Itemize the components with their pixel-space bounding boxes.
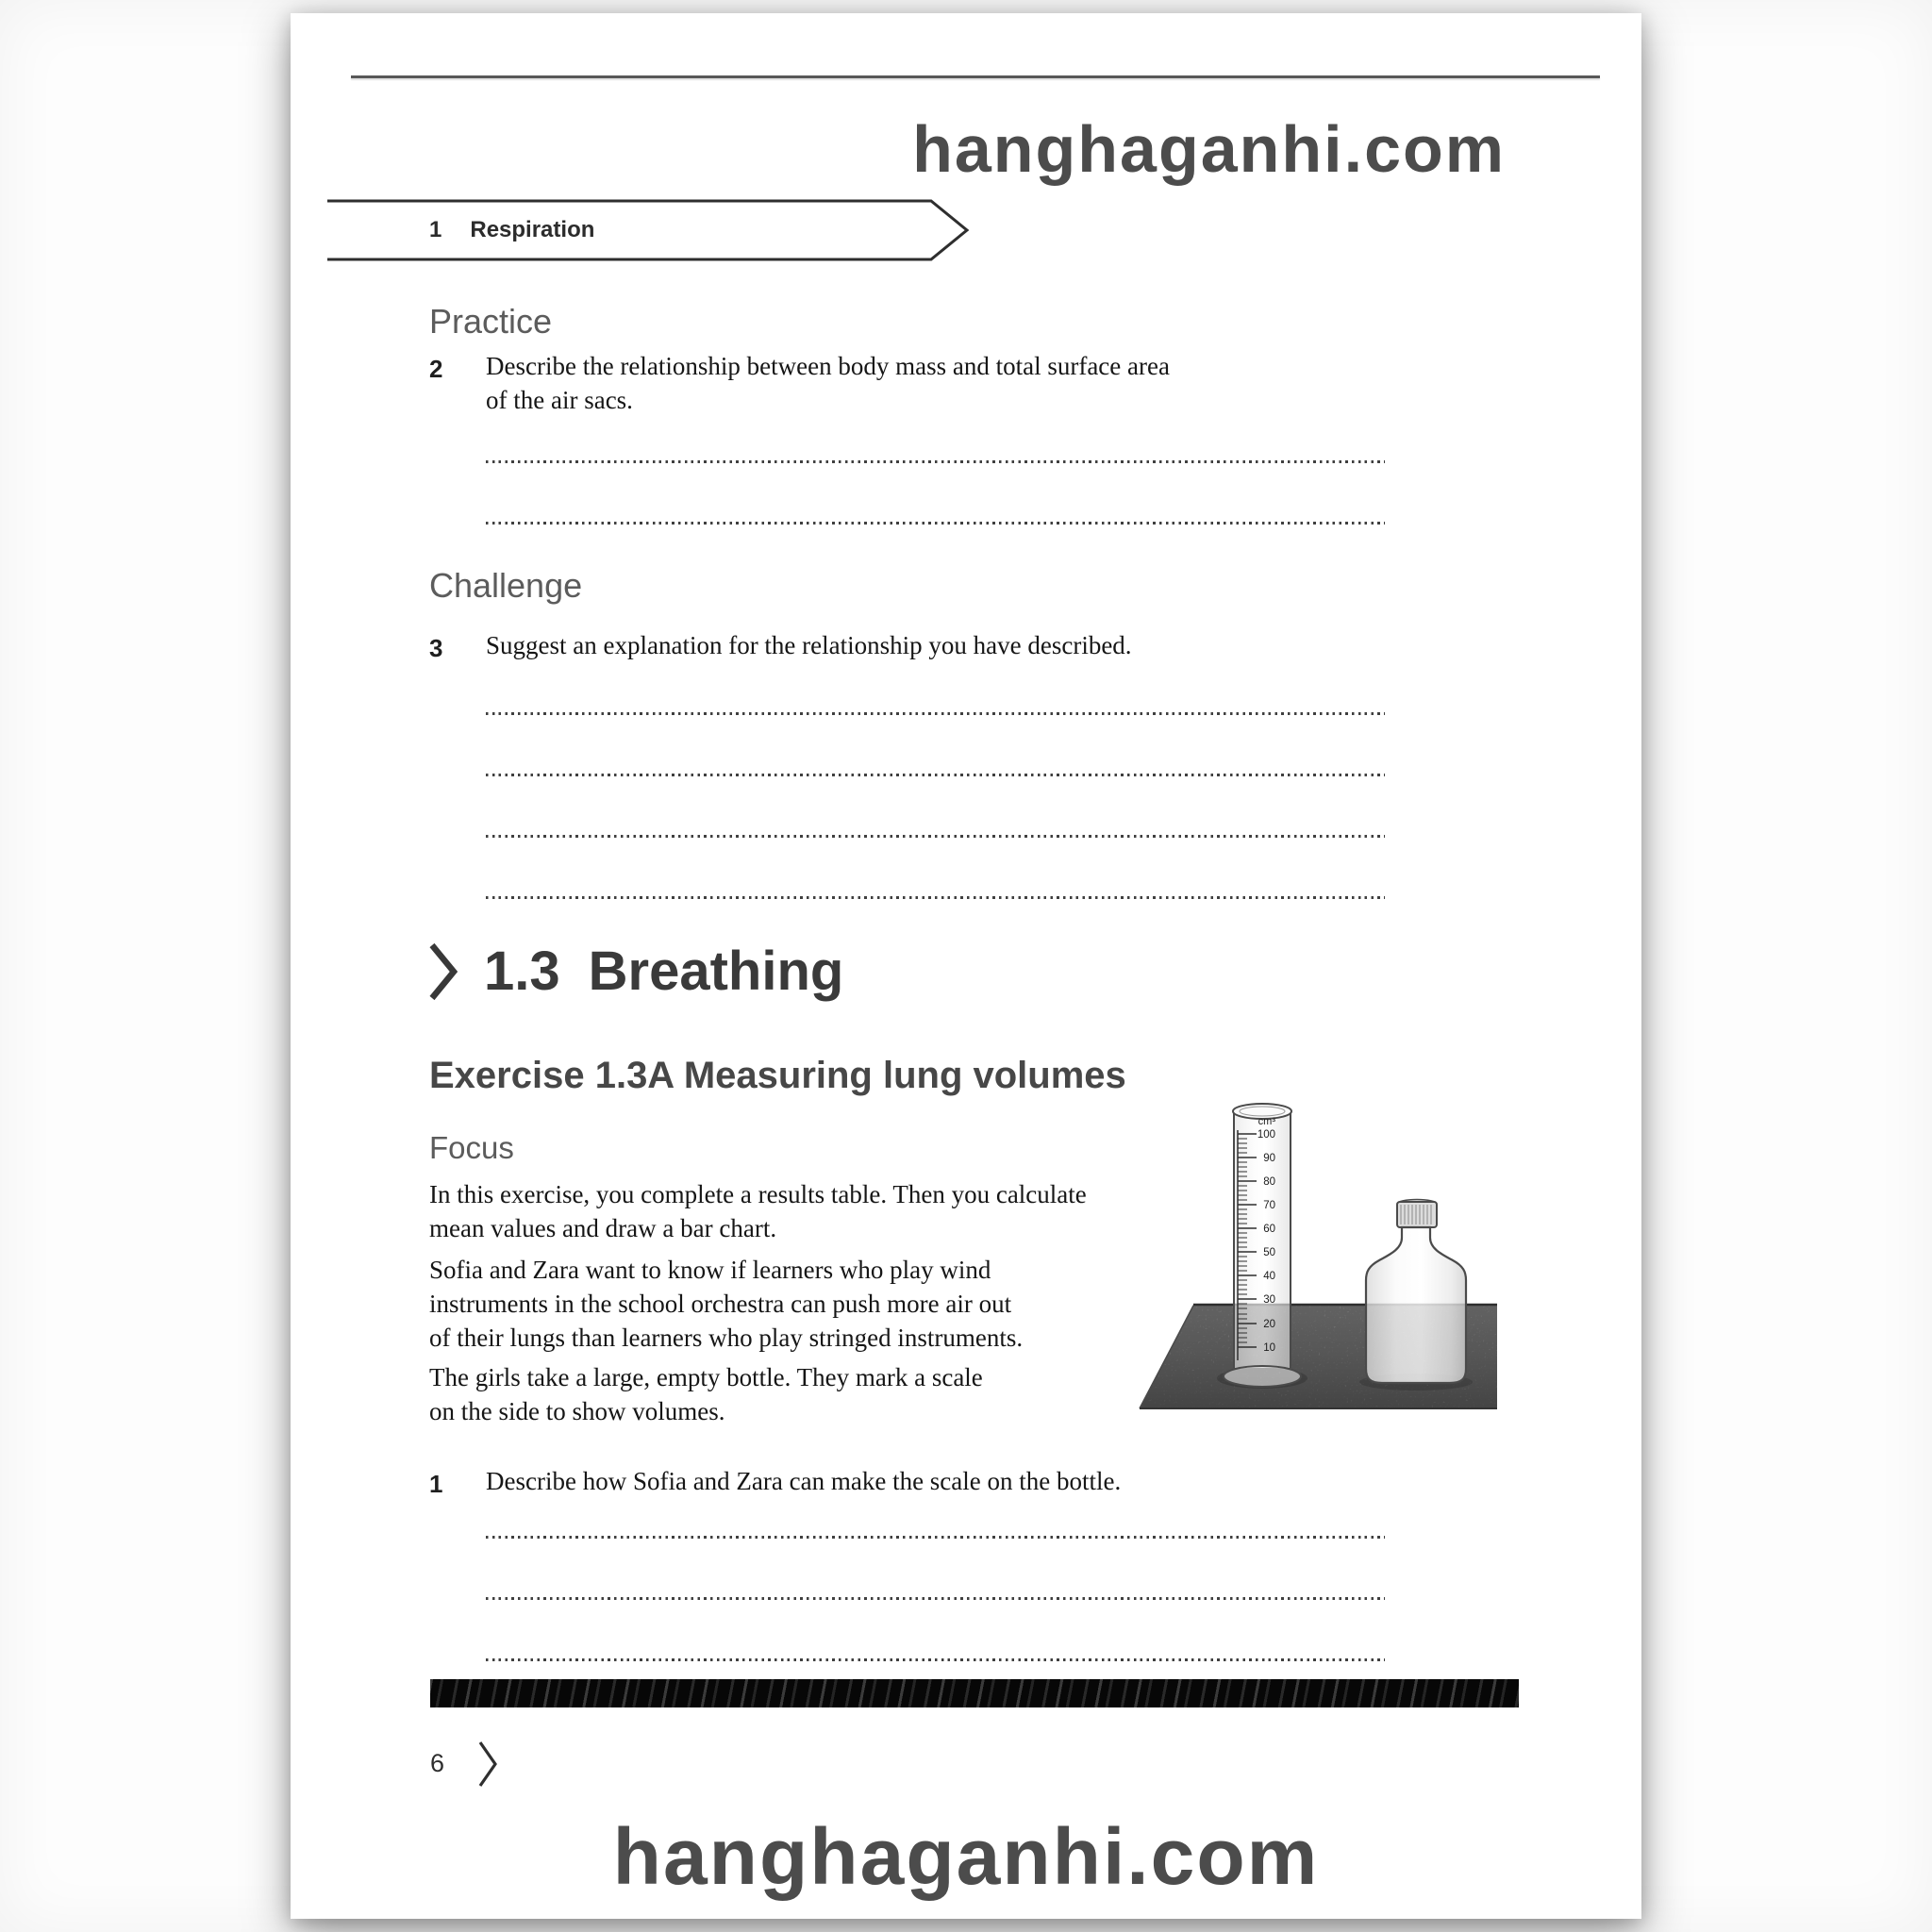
cylinder-scale-label: 100 [1257,1129,1275,1141]
watermark-bottom: hanghaganhi.com [612,1812,1320,1901]
paragraph-line: The girls take a large, empty bottle. They mark a scale [429,1363,983,1391]
question-2 [429,349,1170,417]
answer-line [486,774,1385,776]
answer-line [486,1536,1385,1539]
chapter-title: Respiration [470,217,595,242]
workbook-page [291,13,1641,1919]
section-heading-1-3 [429,940,843,1003]
question-text-line: of the air sacs. [486,386,633,414]
paragraph-line: Sofia and Zara want to know if learners who play wind [429,1256,991,1284]
cylinder-scale-label: 20 [1263,1319,1275,1330]
answer-line [486,1658,1385,1661]
answer-line [486,712,1385,715]
exercise-heading: Exercise 1.3A Measuring lung volumes [429,1055,1126,1096]
figure-cylinder-bottle [1132,1094,1509,1420]
page-number-chevron-icon [477,1740,500,1789]
intro-paragraph [429,1177,1087,1245]
question-number: 1 [429,1470,443,1498]
answer-line [486,522,1385,525]
question-text-line: Describe the relationship between body mass and total surface area [486,352,1170,380]
cylinder-scale-label: 40 [1263,1271,1275,1282]
answer-line [486,896,1385,899]
cylinder-scale-label: 30 [1263,1294,1275,1306]
section-title: Breathing [588,941,844,1002]
question-number: 2 [429,355,443,383]
bottle [1366,1200,1466,1384]
paragraph-line: mean values and draw a bar chart. [429,1214,777,1242]
answer-line [486,835,1385,838]
paragraph-line: In this exercise, you complete a results table. Then you calculate [429,1180,1087,1208]
paragraph-line: on the side to show volumes. [429,1397,725,1425]
bottle-body [1366,1227,1466,1383]
question-3 [429,628,1132,662]
watermark-top: hanghaganhi.com [912,112,1506,186]
chapter-banner-outline [325,198,978,262]
section-number: 1.3 [484,941,560,1002]
answer-line [486,1597,1385,1600]
chapter-banner [325,198,978,262]
cylinder-stem [1234,1111,1291,1368]
footer-rule-bar [430,1679,1519,1707]
cylinder-scale-label: 50 [1263,1247,1275,1258]
answer-line [486,460,1385,463]
question-text-line: Suggest an explanation for the relationship you have described. [486,631,1132,659]
chapter-number: 1 [429,217,442,242]
measuring-cylinder [1224,1104,1301,1387]
paragraph-line: instruments in the school orchestra can push more air out [429,1290,1012,1318]
cylinder-scale-label: 10 [1263,1342,1275,1354]
question-text-line: Describe how Sofia and Zara can make the scale on the bottle. [486,1467,1122,1495]
chapter-banner-text [429,198,594,262]
cylinder-foot [1224,1366,1301,1387]
cylinder-scale-label: 60 [1263,1224,1275,1235]
question-1 [429,1464,1122,1498]
question-number: 3 [429,634,443,662]
top-rule [351,75,1600,78]
cylinder-scale-label: 80 [1263,1176,1275,1188]
cylinder-scale-label: 90 [1263,1153,1275,1164]
bottle-paragraph [429,1360,983,1428]
cylinder-unit-label: cm³ [1257,1116,1275,1127]
focus-heading: Focus [429,1130,514,1165]
page-number: 6 [430,1749,445,1777]
challenge-heading: Challenge [429,566,583,605]
practice-heading: Practice [429,302,553,341]
scenario-paragraph [429,1253,1023,1355]
paragraph-line: of their lungs than learners who play stringed instruments. [429,1324,1024,1352]
cylinder-scale-label: 70 [1263,1200,1275,1211]
section-chevron-icon [429,942,458,1001]
